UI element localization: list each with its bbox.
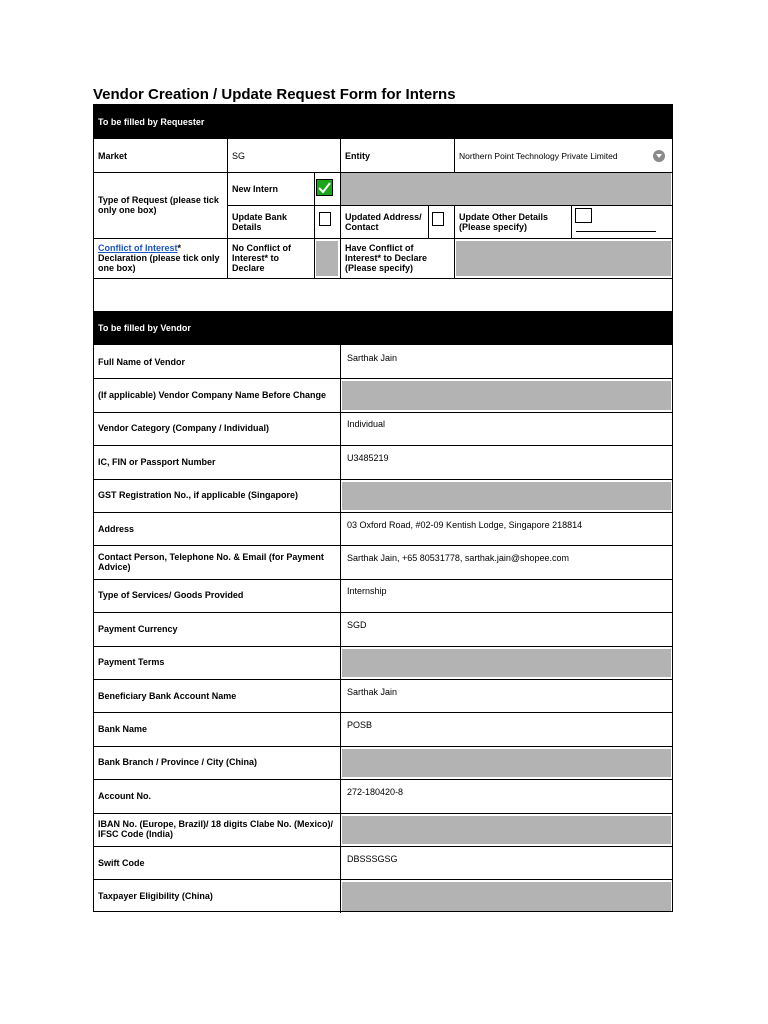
vendor-field-value[interactable]: Internship	[347, 586, 387, 597]
vendor-field-input[interactable]	[342, 882, 671, 910]
vendor-field-input[interactable]	[342, 482, 671, 510]
vendor-field-value[interactable]: 03 Oxford Road, #02-09 Kentish Lodge, Singapore 218814	[347, 519, 583, 530]
coi-label-rest: * Declaration (please tick only one box)	[98, 243, 220, 273]
no-conflict-label: No Conflict of Interest* to Declare	[232, 243, 291, 273]
new-intern-checkbox[interactable]	[316, 179, 333, 196]
vendor-field-value[interactable]: Sarthak Jain	[347, 686, 398, 697]
page-title: Vendor Creation / Update Request Form for Interns	[93, 86, 456, 103]
vendor-field-input[interactable]	[342, 649, 671, 677]
update-bank-checkbox[interactable]	[319, 212, 331, 226]
vendor-field-value[interactable]: DBSSSGSG	[347, 853, 398, 864]
vendor-field-value[interactable]: U3485219	[347, 452, 389, 463]
vendor-header: To be filled by Vendor	[94, 311, 672, 345]
vendor-field-label: Vendor Category (Company / Individual)	[98, 423, 270, 434]
new-intern-grey-field	[341, 173, 671, 205]
update-other-label: Update Other Details (Please specify)	[459, 212, 549, 232]
vendor-field-label: Type of Services/ Goods Provided	[98, 590, 244, 601]
vendor-field-value[interactable]: 272-180420-8	[347, 786, 404, 797]
market-label: Market	[98, 150, 128, 161]
vendor-field-label: Payment Currency	[98, 623, 178, 634]
vendor-field-label: Beneficiary Bank Account Name	[98, 690, 237, 701]
vendor-field-label: Payment Terms	[98, 657, 165, 668]
vendor-field-input[interactable]	[342, 749, 671, 777]
vendor-field-label: Bank Branch / Province / City (China)	[98, 757, 258, 768]
vendor-field-value[interactable]: Sarthak Jain	[347, 352, 398, 363]
vendor-field-value[interactable]: Individual	[347, 419, 386, 430]
have-conflict-label: Have Conflict of Interest* to Declare (Please specify)	[345, 243, 428, 273]
type-of-request-label: Type of Request (please tick only one box)	[98, 195, 219, 215]
have-conflict-field[interactable]	[456, 241, 671, 276]
vendor-field-label: GST Registration No., if applicable (Singapore)	[98, 490, 299, 501]
no-conflict-checkbox[interactable]	[316, 241, 338, 276]
requester-header: To be filled by Requester	[94, 105, 672, 139]
coi-link[interactable]: Conflict of Interest	[98, 243, 178, 253]
vendor-field-label: Full Name of Vendor	[98, 356, 186, 367]
update-other-checkbox[interactable]	[575, 208, 592, 223]
vendor-field-label: Swift Code	[98, 857, 145, 868]
vendor-field-label: Bank Name	[98, 724, 148, 735]
vendor-field-label: IBAN No. (Europe, Brazil)/ 18 digits Clabe No. (Mexico)/ IFSC Code (India)	[98, 819, 334, 840]
entity-select[interactable]: Northern Point Technology Private Limited	[459, 150, 618, 161]
vendor-form	[93, 104, 673, 912]
vendor-field-input[interactable]	[342, 381, 671, 409]
specify-line[interactable]	[576, 231, 656, 232]
vendor-field-label: (If applicable) Vendor Company Name Before Change	[98, 390, 327, 401]
vendor-field-label: Address	[98, 523, 135, 534]
vendor-field-label: Account No.	[98, 790, 151, 801]
checkmark-icon	[317, 180, 332, 195]
vendor-field-value[interactable]: Sarthak Jain, +65 80531778, sarthak.jain@shopee.com	[347, 553, 570, 564]
new-intern-label: New Intern	[232, 183, 279, 194]
vendor-field-value[interactable]: POSB	[347, 720, 373, 731]
vendor-field-input[interactable]	[342, 816, 671, 844]
vendor-field-value[interactable]: SGD	[347, 619, 367, 630]
vendor-field-label: Contact Person, Telephone No. & Email (for Payment Advice)	[98, 552, 324, 573]
coi-label	[94, 238, 227, 278]
update-bank-label: Update Bank Details	[232, 212, 288, 232]
vendor-field-label: IC, FIN or Passport Number	[98, 456, 216, 467]
updated-address-checkbox[interactable]	[432, 212, 444, 226]
market-value[interactable]: SG	[232, 151, 246, 161]
entity-label: Entity	[345, 150, 371, 161]
chevron-down-icon[interactable]	[653, 150, 665, 162]
vendor-field-label: Taxpayer Eligibility (China)	[98, 891, 213, 902]
updated-address-label: Updated Address/ Contact	[345, 212, 422, 232]
